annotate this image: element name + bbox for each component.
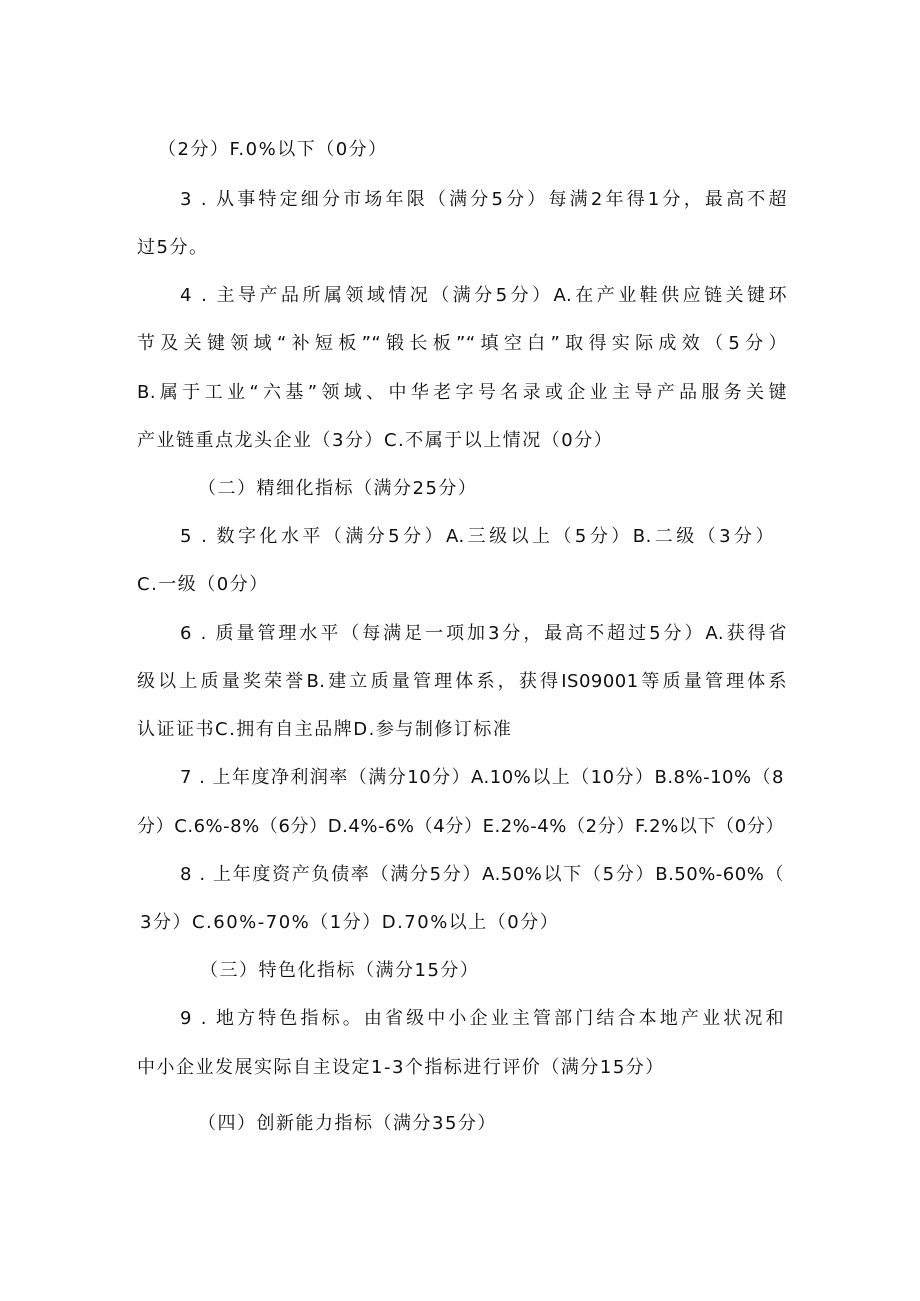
section-heading: （四）创新能力指标（满分35分） (198, 1113, 497, 1134)
text-line: 7 . 上年度净利润率（满分10分）A.10%以上（10分）B.8%-10%（8 (180, 767, 784, 788)
text-line: （2分）F.0%以下（0分） (158, 139, 388, 160)
text-line: 9 . 地方特色指标。由省级中小企业主管部门结合本地产业状况和 (180, 1008, 784, 1029)
text-line: 分）C.6%-8%（6分）D.4%-6%（4分）E.2%-4%（2分）F.2%以下（0分） (137, 816, 784, 837)
text-line: 认证证书C.拥有自主品牌D.参与制修订标准 (137, 719, 513, 740)
text-line: 4 . 主导产品所属领域情况（满分5分）A.在产业鞋供应链关键环 (180, 285, 787, 306)
text-line: B.属于工业“六基”领域、中华老字号名录或企业主导产品服务关键 (137, 382, 787, 403)
text-line: 中小企业发展实际自主设定1-3个指标进行评价（满分15分） (137, 1057, 665, 1078)
text-line: 6 . 质量管理水平（每满足一项加3分，最高不超过5分）A.获得省 (180, 623, 787, 644)
text-line: 8 . 上年度资产负债率（满分5分）A.50%以下（5分）B.50%-60%（ (180, 864, 784, 885)
text-line: 级以上质量奖荣誉B.建立质量管理体系，获得IS09001等质量管理体系 (137, 671, 787, 692)
text-line: 3分）C.60%-70%（1分）D.70%以上（0分） (140, 912, 560, 933)
text-line: 过5分。 (137, 237, 209, 258)
text-line: 5 . 数字化水平（满分5分）A.三级以上（5分）B.二级（3分） (180, 526, 774, 547)
text-line: 节及关键领域“补短板”“锻长板”“填空白”取得实际成效（5分） (137, 333, 787, 354)
text-line: 3 . 从事特定细分市场年限（满分5分）每满2年得1分，最高不超 (180, 189, 787, 210)
section-heading: （三）特色化指标（满分15分） (200, 960, 480, 981)
text-line: 产业链重点龙头企业（3分）C.不属于以上情况（0分） (137, 430, 614, 451)
section-heading: （二）精细化指标（满分25分） (198, 478, 478, 499)
text-line: C.一级（0分） (137, 574, 269, 595)
